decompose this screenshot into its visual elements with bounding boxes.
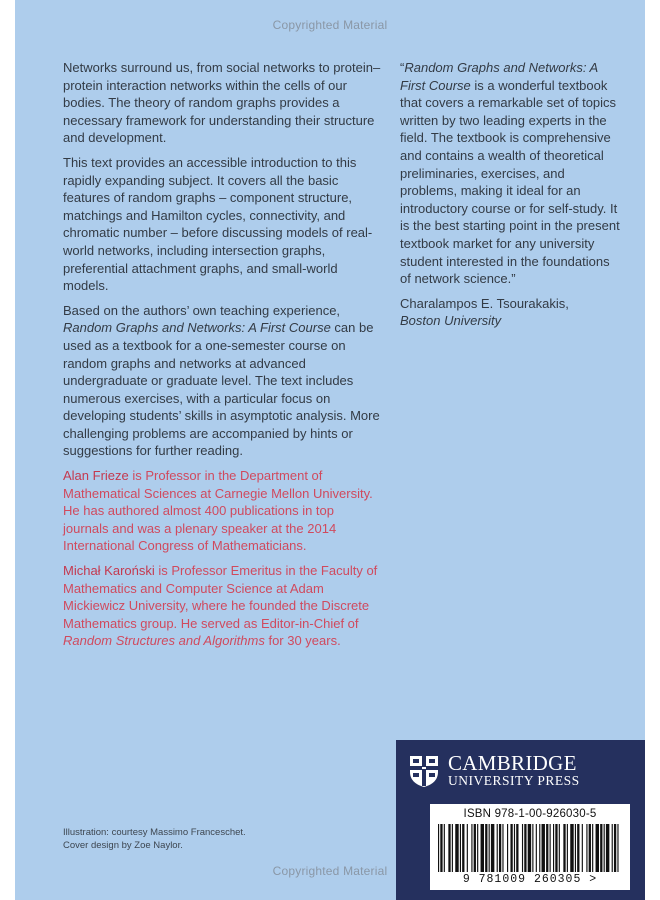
cover-credits (63, 826, 363, 852)
author-bio-2-text: is Professor Emeritus in the Faculty of Mathematics and Computer Science at Adam Mickiewicz University, where he founded the Discrete Mathematics group. He served as Editor-in-Chief of (63, 563, 378, 631)
paragraph-3-intro: Based on the authors’ own teaching experience, (63, 302, 341, 318)
endorser-name: Charalampos E. Tsourakakis, (400, 295, 569, 311)
barcode-label (430, 804, 630, 890)
description-paragraph-3 (63, 302, 381, 460)
copyright-watermark-top: Copyrighted Material (272, 18, 388, 32)
description-paragraph-1: Networks surround us, from social networks to protein–protein interaction networks within the cells of our bodies. The theory of random graphs provides a necessary framework for understanding their structure and development. (63, 60, 381, 146)
book-title-inline: Random Graphs and Networks: A First Course (63, 320, 331, 336)
barcode-digits: 9 781009 260305 > (462, 873, 598, 886)
endorser (400, 295, 620, 330)
author-bio-2 (63, 562, 381, 650)
isbn-text: ISBN 978-1-00-926030-5 (463, 808, 597, 820)
author-name-2: Michał Karoński (63, 563, 155, 579)
author-bio-1 (63, 467, 381, 555)
description-column (63, 59, 381, 657)
quote-open-mark: “ (400, 60, 405, 75)
publisher-subtitle: UNIVERSITY PRESS (448, 773, 580, 788)
description-paragraph-2: This text provides an accessible introduction to this rapidly expanding subject. It covers all the basic features of random graphs – component structure, matchings and Hamilton cycles, connectivity, and chromatic number – before discussing models of real-world networks, including intersection graphs, preferential attachment graphs, and small-world models. (63, 154, 373, 294)
illustration-credit: Illustration: courtesy Massimo Franceschet. (63, 827, 246, 838)
author-bio-2-end: for 30 years. (264, 633, 341, 649)
endorser-affiliation: Boston University (400, 313, 502, 329)
publisher-name: CAMBRIDGE (448, 751, 577, 775)
design-credit: Cover design by Zoe Naylor. (63, 840, 183, 851)
endorsement-column (400, 59, 620, 337)
endorsement-quote (400, 59, 620, 288)
endorsement-text: is a wonderful textbook that covers a remarkable set of topics written by two leading experts in the field. The textbook is comprehensive and contains a wealth of theoretical preliminaries, exercises, and problems, making it ideal for an introductory course or for self-study. It is the best starting point in the present textbook market for any university student interested in the foundations of network science.” (400, 77, 620, 287)
endorsement-book-title: Random Graphs and Networks: A First Course (400, 60, 598, 93)
publisher-panel (396, 740, 645, 900)
author-name-1: Alan Frieze (63, 468, 129, 484)
barcode-icon (436, 824, 624, 874)
book-back-cover (15, 0, 645, 900)
author-bio-1-text: is Professor in the Department of Mathematical Sciences at Carnegie Mellon University. He has authored almost 400 publications in top journals and was a plenary speaker at the 2014 International Congress of Mathematicians. (63, 468, 373, 554)
university-crest-icon (409, 755, 439, 788)
journal-title: Random Structures and Algorithms (63, 633, 265, 649)
copyright-watermark-bottom: Copyrighted Material (272, 864, 388, 878)
paragraph-3-body: can be used as a textbook for a one-semester course on random graphs and networks at advanced undergraduate or graduate level. The text includes numerous exercises, with a particular focus on developing students’ skills in asymptotic analysis. More challenging problems are accompanied by hints or suggestions for further reading. (63, 320, 380, 459)
